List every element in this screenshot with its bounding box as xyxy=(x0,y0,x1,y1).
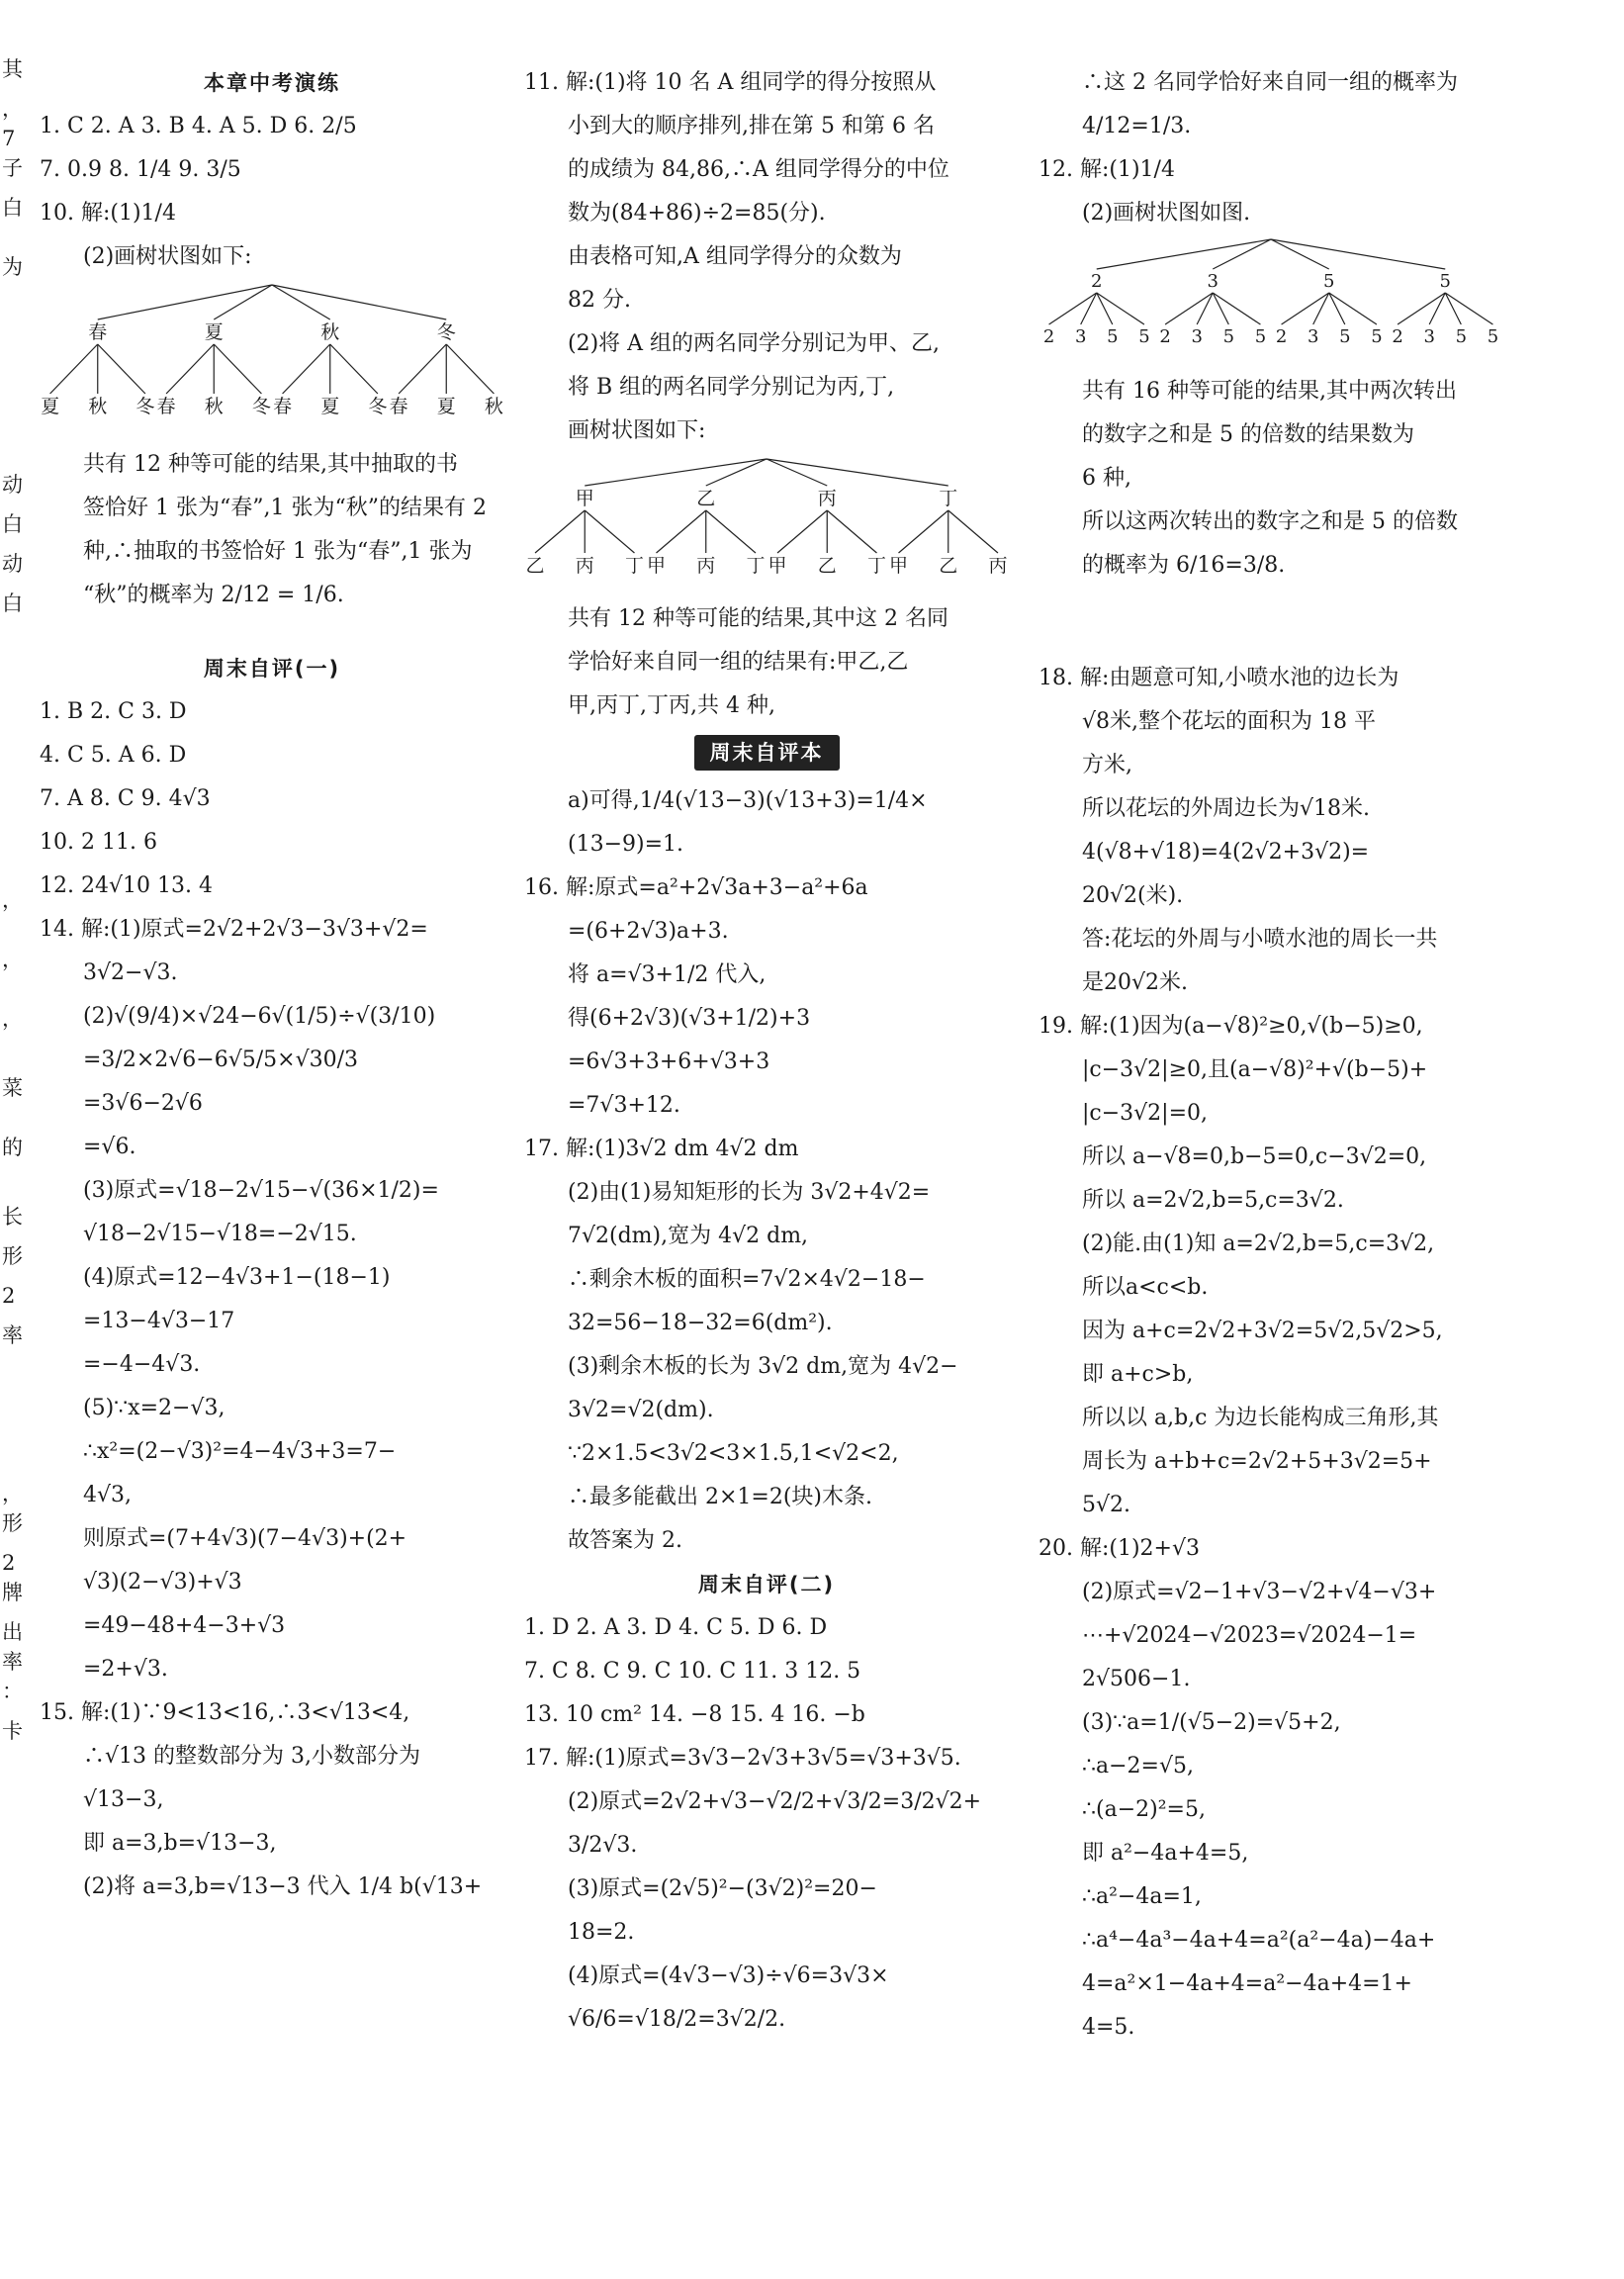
tree-leaf: 乙 xyxy=(817,555,837,577)
text-line: 4(√8+√18)=4(2√2+3√2)= xyxy=(1082,840,1370,865)
tree-leaf: 乙 xyxy=(525,555,545,577)
text-line: 15. 解:(1)∵9<13<16,∴3<√13<4, xyxy=(40,1700,410,1725)
tree-leaf: 秋 xyxy=(204,396,224,417)
tree-branch xyxy=(1213,293,1260,324)
text-line: =3/2×2√6−6√5/5×√30/3 xyxy=(83,1048,358,1072)
edge-fragment: 子 xyxy=(2,156,23,180)
edge-fragment: ， xyxy=(2,948,23,971)
text-line: 3/2√3. xyxy=(568,1833,638,1858)
tree-branch xyxy=(585,459,767,486)
text-line: 18. 解:由题意可知,小喷水池的边长为 xyxy=(1038,666,1399,690)
text-line: 17. 解:(1)原式=3√3−2√3+3√5=√3+3√5. xyxy=(524,1746,961,1771)
tree-node: 夏 xyxy=(204,321,224,343)
text-line: ∴√13 的整数部分为 3,小数部分为 xyxy=(83,1744,420,1769)
edge-fragment: 其 xyxy=(2,57,23,81)
text-line: 甲,丙丁,丁丙,共 4 种, xyxy=(568,693,775,718)
text-line: 方米, xyxy=(1082,753,1132,777)
tree-diagram-seasons xyxy=(40,279,504,427)
text-line: (4)原式=12−4√3+1−(18−1) xyxy=(83,1265,391,1290)
text-line: 3√2=√2(dm). xyxy=(568,1398,714,1422)
text-line: 数为(84+86)÷2=85(分). xyxy=(568,201,826,226)
text-line: “秋”的概率为 2/12 = 1/6. xyxy=(83,583,344,607)
text-line: 则原式=(7+4√3)(7−4√3)+(2+ xyxy=(83,1526,407,1551)
text-line: 的成绩为 84,86,∴A 组同学得分的中位 xyxy=(568,157,949,182)
tree-branch xyxy=(585,510,634,553)
text-line: =6√3+3+6+√3+3 xyxy=(568,1049,770,1074)
text-line: 1. D 2. A 3. D 4. C 5. D 6. D xyxy=(524,1615,828,1640)
text-line: (2)原式=√2−1+√3−√2+√4−√3+ xyxy=(1082,1580,1437,1604)
edge-fragment: 形 xyxy=(2,1511,23,1535)
text-line: √3)(2−√3)+√3 xyxy=(83,1570,242,1595)
tree-node: 秋 xyxy=(320,321,340,343)
text-line: a)可得,1/4(√13−3)(√13+3)=1/4× xyxy=(568,788,928,813)
text-line: ∴剩余木板的面积=7√2×4√2−18− xyxy=(568,1267,926,1292)
section-title-weekend-1: 周末自评(一) xyxy=(203,657,341,681)
text-line: 20. 解:(1)2+√3 xyxy=(1038,1536,1201,1561)
section-title-chapter-exam: 本章中考演练 xyxy=(204,71,340,95)
text-line: 所以以 a,b,c 为边长能构成三角形,其 xyxy=(1082,1406,1439,1430)
text-line: 18=2. xyxy=(568,1920,635,1945)
tree-branch xyxy=(1165,293,1213,324)
text-line: (3)∵a=1/(√5−2)=√5+2, xyxy=(1082,1710,1341,1735)
text-line: (3)剩余木板的长为 3√2 dm,宽为 4√2− xyxy=(568,1354,958,1379)
text-line: 17. 解:(1)3√2 dm 4√2 dm xyxy=(524,1137,799,1161)
edge-fragment: 为 xyxy=(2,255,23,279)
text-line: 7. A 8. C 9. 4√3 xyxy=(40,786,211,811)
text-line: (2)将 A 组的两名同学分别记为甲、乙, xyxy=(568,331,941,356)
tree-branch xyxy=(1271,239,1445,269)
text-line: 11. 解:(1)将 10 名 A 组同学的得分按照从 xyxy=(524,70,937,95)
text-line: 7. C 8. C 9. C 10. C 11. 3 12. 5 xyxy=(524,1659,861,1684)
text-line: 7. 0.9 8. 1/4 9. 3/5 xyxy=(40,157,241,182)
edge-fragment: 率 xyxy=(2,1323,23,1347)
tree-node: 乙 xyxy=(696,488,716,509)
tree-leaf: 丁 xyxy=(624,555,644,577)
tree-leaf: 5 xyxy=(1254,326,1267,347)
tree-leaf: 冬 xyxy=(251,396,271,417)
tree-branch xyxy=(283,344,330,394)
tree-leaf: 2 xyxy=(1042,326,1055,347)
text-line: 共有 16 种等可能的结果,其中两次转出 xyxy=(1082,379,1457,404)
text-line: 的概率为 6/16=3/8. xyxy=(1082,553,1286,578)
text-line: (4)原式=(4√3−√3)÷√6=3√3× xyxy=(568,1963,889,1988)
text-line: 7√2(dm),宽为 4√2 dm, xyxy=(568,1224,809,1248)
edge-fragment: 2 xyxy=(2,1284,16,1308)
tree-leaf: 2 xyxy=(1392,326,1403,347)
tree-leaf: 5 xyxy=(1455,326,1468,347)
tree-leaf: 甲 xyxy=(889,555,909,577)
text-line: 4√3, xyxy=(83,1483,133,1507)
text-line: 答:花坛的外周与小喷水池的周长一共 xyxy=(1082,927,1438,952)
edge-fragment: 白 xyxy=(2,196,23,220)
text-line: 将 B 组的两名同学分别记为丙,丁, xyxy=(568,375,895,400)
tree-branch xyxy=(827,510,876,553)
tree-node: 春 xyxy=(88,321,108,343)
text-line: ∴(a−2)²=5, xyxy=(1082,1797,1206,1822)
column-2-section-1-top xyxy=(524,61,1009,453)
text-line: 得(6+2√3)(√3+1/2)+3 xyxy=(568,1006,811,1031)
text-line: (3)原式=√18−2√15−√(36×1/2)= xyxy=(83,1178,439,1203)
edge-fragment: ， xyxy=(2,97,23,121)
text-line: 16. 解:原式=a²+2√3a+3−a²+6a xyxy=(524,875,868,900)
text-line: ∵2×1.5<3√2<3×1.5,1<√2<2, xyxy=(568,1441,899,1466)
edge-fragment: 菜 xyxy=(2,1076,23,1100)
text-line: 20√2(米). xyxy=(1082,883,1184,908)
text-line: 即 a+c>b, xyxy=(1082,1362,1194,1387)
text-line: 6 种, xyxy=(1082,466,1131,491)
text-line: 所以 a=2√2,b=5,c=3√2. xyxy=(1082,1188,1344,1213)
edge-fragment: 出 xyxy=(2,1620,23,1644)
edge-fragment: 卡 xyxy=(2,1719,23,1743)
text-line: 2√506−1. xyxy=(1082,1667,1191,1691)
tree-leaf: 3 xyxy=(1074,326,1087,347)
text-line: 所以这两次转出的数字之和是 5 的倍数 xyxy=(1082,509,1458,534)
text-line: =49−48+4−3+√3 xyxy=(83,1613,286,1638)
tree-leaf: 春 xyxy=(156,396,176,417)
tree-branch xyxy=(50,344,98,394)
text-line: (2)√(9/4)×√24−6√(1/5)÷√(3/10) xyxy=(83,1004,436,1029)
edge-fragment: 形 xyxy=(2,1244,23,1268)
text-line: ∴a²−4a=1, xyxy=(1082,1884,1202,1909)
text-line: 共有 12 种等可能的结果,其中这 2 名同 xyxy=(568,606,948,631)
tree-leaf: 2 xyxy=(1159,326,1171,347)
text-line: =(6+2√3)a+3. xyxy=(568,919,729,944)
text-line: 由表格可知,A 组同学得分的众数为 xyxy=(568,244,902,269)
text-line: =−4−4√3. xyxy=(83,1352,201,1377)
tree-branch xyxy=(1282,293,1329,324)
text-line: 是20√2米. xyxy=(1082,970,1189,995)
edge-fragment: ， xyxy=(2,1007,23,1031)
tree-branch xyxy=(899,510,948,553)
tree-node: 甲 xyxy=(575,488,594,509)
text-line: 1. C 2. A 3. B 4. A 5. D 6. 2/5 xyxy=(40,114,357,138)
tree-leaf: 丁 xyxy=(746,555,766,577)
tree-leaf: 丁 xyxy=(866,555,886,577)
section-title-weekend-2: 周末自评(二) xyxy=(697,1573,836,1596)
tree-leaf: 丙 xyxy=(988,555,1008,577)
edge-fragment: 牌 xyxy=(2,1581,23,1604)
tree-branch xyxy=(1398,293,1445,324)
text-line: |c−3√2|≥0,且(a−√8)²+√(b−5)+ xyxy=(1082,1057,1428,1082)
tree-node: 2 xyxy=(1091,271,1103,292)
text-line: 32=56−18−32=6(dm²). xyxy=(568,1311,833,1335)
tree-leaf: 夏 xyxy=(436,396,456,417)
column-2-section-2 xyxy=(524,779,1009,1563)
text-line: 故答案为 2. xyxy=(568,1528,682,1553)
edge-fragment: ， xyxy=(2,888,23,912)
tree-leaf: 秋 xyxy=(88,396,108,417)
text-line: ⋯+√2024−√2023=√2024−1= xyxy=(1082,1623,1417,1648)
edge-fragment: 7 xyxy=(2,127,16,150)
text-line: 4. C 5. A 6. D xyxy=(40,743,187,768)
tree-leaf: 5 xyxy=(1222,326,1235,347)
text-line: √18−2√15−√18=−2√15. xyxy=(83,1222,357,1246)
text-line: √13−3, xyxy=(83,1787,164,1812)
text-line: √8米,整个花坛的面积为 18 平 xyxy=(1082,709,1376,734)
text-line: 12. 24√10 13. 4 xyxy=(40,873,213,898)
tree-leaf: 冬 xyxy=(368,396,388,417)
tree-leaf: 2 xyxy=(1275,326,1288,347)
text-line: (3)原式=(2√5)²−(3√2)²=20− xyxy=(568,1876,877,1901)
edge-fragment: 动 xyxy=(2,552,23,576)
text-line: (2)将 a=3,b=√13−3 代入 1/4 b(√13+ xyxy=(83,1874,483,1899)
text-line: 3√2−√3. xyxy=(83,960,178,985)
text-line: (2)能.由(1)知 a=2√2,b=5,c=3√2, xyxy=(1082,1231,1435,1256)
edge-fragment: 的 xyxy=(2,1136,23,1159)
tree-leaf: 3 xyxy=(1423,326,1435,347)
tree-branch xyxy=(1049,293,1097,324)
tree-branch xyxy=(214,344,261,394)
text-line: ∴x²=(2−√3)²=4−4√3+3=7− xyxy=(83,1439,397,1464)
edge-fragment: 长 xyxy=(2,1205,23,1229)
tree-node: 3 xyxy=(1207,271,1218,292)
text-line: 即 a=3,b=√13−3, xyxy=(83,1831,277,1856)
text-line: 周长为 a+b+c=2√2+5+3√2=5+ xyxy=(1082,1449,1432,1474)
text-line: (2)原式=2√2+√3−√2/2+√3/2=3/2√2+ xyxy=(568,1789,982,1814)
column-1-section-1-bottom xyxy=(40,443,504,617)
text-line: 小到大的顺序排列,排在第 5 和第 6 名 xyxy=(568,114,935,138)
column-3 xyxy=(1038,61,1503,2050)
edge-fragment: 白 xyxy=(2,512,23,536)
text-line: =2+√3. xyxy=(83,1657,168,1682)
text-line: 学恰好来自同一组的结果有:甲乙,乙 xyxy=(568,650,909,675)
tree-leaf: 5 xyxy=(1371,326,1383,347)
text-line: 画树状图如下: xyxy=(568,418,706,443)
edge-fragment: ： xyxy=(2,1680,23,1703)
text-line: 1. B 2. C 3. D xyxy=(40,699,187,724)
tree-node: 5 xyxy=(1323,271,1335,292)
weekend-review-badge: 周末自评本 xyxy=(694,735,840,771)
tree-branch xyxy=(1097,239,1271,269)
edge-fragment: 动 xyxy=(2,473,23,497)
column-2-section-3 xyxy=(524,1606,1009,2042)
text-line: 5√2. xyxy=(1082,1493,1131,1517)
tree-diagram-spinner xyxy=(1038,235,1503,354)
tree-leaf: 冬 xyxy=(135,396,155,417)
tree-branch xyxy=(1445,293,1492,324)
text-line: (2)画树状图如下: xyxy=(83,244,252,269)
tree-node: 丙 xyxy=(817,488,837,509)
tree-leaf: 5 xyxy=(1107,326,1119,347)
column-2 xyxy=(524,61,1009,2042)
tree-branch xyxy=(706,510,756,553)
tree-branch xyxy=(948,510,998,553)
text-line: 19. 解:(1)因为(a−√8)²≥0,√(b−5)≥0, xyxy=(1038,1014,1423,1039)
text-line: =3√6−2√6 xyxy=(83,1091,203,1116)
text-line: ∴这 2 名同学恰好来自同一组的概率为 xyxy=(1082,70,1458,95)
column-1-section-2 xyxy=(40,690,504,1909)
column-1 xyxy=(40,61,504,1909)
edge-fragment: 2 xyxy=(2,1551,16,1575)
tree-branch xyxy=(98,344,145,394)
text-line: 种,∴抽取的书签恰好 1 张为“春”,1 张为 xyxy=(83,539,473,564)
text-line: 14. 解:(1)原式=2√2+2√3−3√3+√2= xyxy=(40,917,428,942)
text-line: (5)∵x=2−√3, xyxy=(83,1396,226,1420)
text-line: (2)由(1)易知矩形的长为 3√2+4√2= xyxy=(568,1180,931,1205)
text-line: 10. 2 11. 6 xyxy=(40,830,157,855)
text-line: ∴a⁴−4a³−4a+4=a²(a²−4a)−4a+ xyxy=(1082,1928,1436,1953)
tree-branch xyxy=(446,344,494,394)
tree-leaf: 3 xyxy=(1191,326,1203,347)
text-line: 82 分. xyxy=(568,288,631,313)
text-line: 的数字之和是 5 的倍数的结果数为 xyxy=(1082,422,1414,447)
tree-node: 5 xyxy=(1439,271,1451,292)
edge-fragment: 白 xyxy=(2,592,23,615)
tree-leaf: 甲 xyxy=(767,555,787,577)
text-line: 4=5. xyxy=(1082,2015,1135,2040)
edge-fragment: 率 xyxy=(2,1650,23,1674)
text-line: 所以a<c<b. xyxy=(1082,1275,1209,1300)
tree-leaf: 秋 xyxy=(484,396,503,417)
tree-branch xyxy=(777,510,827,553)
text-line: 所以花坛的外周边长为√18米. xyxy=(1082,796,1371,821)
tree-branch xyxy=(767,459,948,486)
column-3-section-2 xyxy=(1038,657,1503,2050)
text-line: 因为 a+c=2√2+3√2=5√2,5√2>5, xyxy=(1082,1319,1443,1343)
text-line: 12. 解:(1)1/4 xyxy=(1038,157,1175,182)
text-line: ∴a−2=√5, xyxy=(1082,1754,1194,1778)
tree-leaf: 3 xyxy=(1307,326,1319,347)
text-line: (2)画树状图如图. xyxy=(1082,201,1251,226)
tree-branch xyxy=(535,510,585,553)
column-1-section-1-top xyxy=(40,105,504,279)
edge-fragment: ， xyxy=(2,1482,23,1505)
tree-leaf: 5 xyxy=(1487,326,1499,347)
tree-leaf: 5 xyxy=(1138,326,1150,347)
tree-leaf: 夏 xyxy=(41,396,60,417)
tree-leaf: 夏 xyxy=(320,396,340,417)
text-line: ∴最多能截出 2×1=2(块)木条. xyxy=(568,1485,873,1509)
column-3-section-1-top xyxy=(1038,61,1503,235)
tree-branch xyxy=(1329,293,1377,324)
text-line: 4/12=1/3. xyxy=(1082,114,1192,138)
tree-branch xyxy=(330,344,378,394)
text-line: √6/6=√18/2=3√2/2. xyxy=(568,2007,786,2032)
text-line: 将 a=√3+1/2 代入, xyxy=(568,962,767,987)
text-line: 10. 解:(1)1/4 xyxy=(40,201,176,226)
tree-leaf: 丙 xyxy=(575,555,594,577)
tree-branch xyxy=(166,344,214,394)
tree-diagram-students xyxy=(524,453,1009,582)
tree-branch xyxy=(1097,293,1144,324)
tree-branch xyxy=(98,285,272,319)
text-line: =√6. xyxy=(83,1135,136,1159)
text-line: (13−9)=1. xyxy=(568,832,684,857)
text-line: 13. 10 cm² 14. −8 15. 4 16. −b xyxy=(524,1702,865,1727)
tree-node: 冬 xyxy=(436,321,456,343)
text-line: |c−3√2|=0, xyxy=(1082,1101,1209,1126)
tree-leaf: 甲 xyxy=(647,555,667,577)
text-line: =7√3+12. xyxy=(568,1093,680,1118)
text-line: 即 a²−4a+4=5, xyxy=(1082,1841,1249,1866)
text-line: =13−4√3−17 xyxy=(83,1309,235,1333)
column-3-section-1-bottom xyxy=(1038,370,1503,588)
tree-leaf: 5 xyxy=(1339,326,1351,347)
text-line: 签恰好 1 张为“春”,1 张为“秋”的结果有 2 xyxy=(83,496,487,520)
tree-branch xyxy=(657,510,706,553)
text-line: 所以 a−√8=0,b−5=0,c−3√2=0, xyxy=(1082,1144,1427,1169)
text-line: 4=a²×1−4a+4=a²−4a+4=1+ xyxy=(1082,1971,1412,1996)
tree-node: 丁 xyxy=(939,488,958,509)
text-line: 共有 12 种等可能的结果,其中抽取的书 xyxy=(83,452,458,477)
column-2-section-1-bottom xyxy=(524,597,1009,728)
tree-branch xyxy=(272,285,446,319)
tree-leaf: 丙 xyxy=(696,555,716,577)
tree-leaf: 乙 xyxy=(939,555,958,577)
tree-leaf: 春 xyxy=(273,396,293,417)
tree-branch xyxy=(399,344,446,394)
tree-leaf: 春 xyxy=(389,396,408,417)
